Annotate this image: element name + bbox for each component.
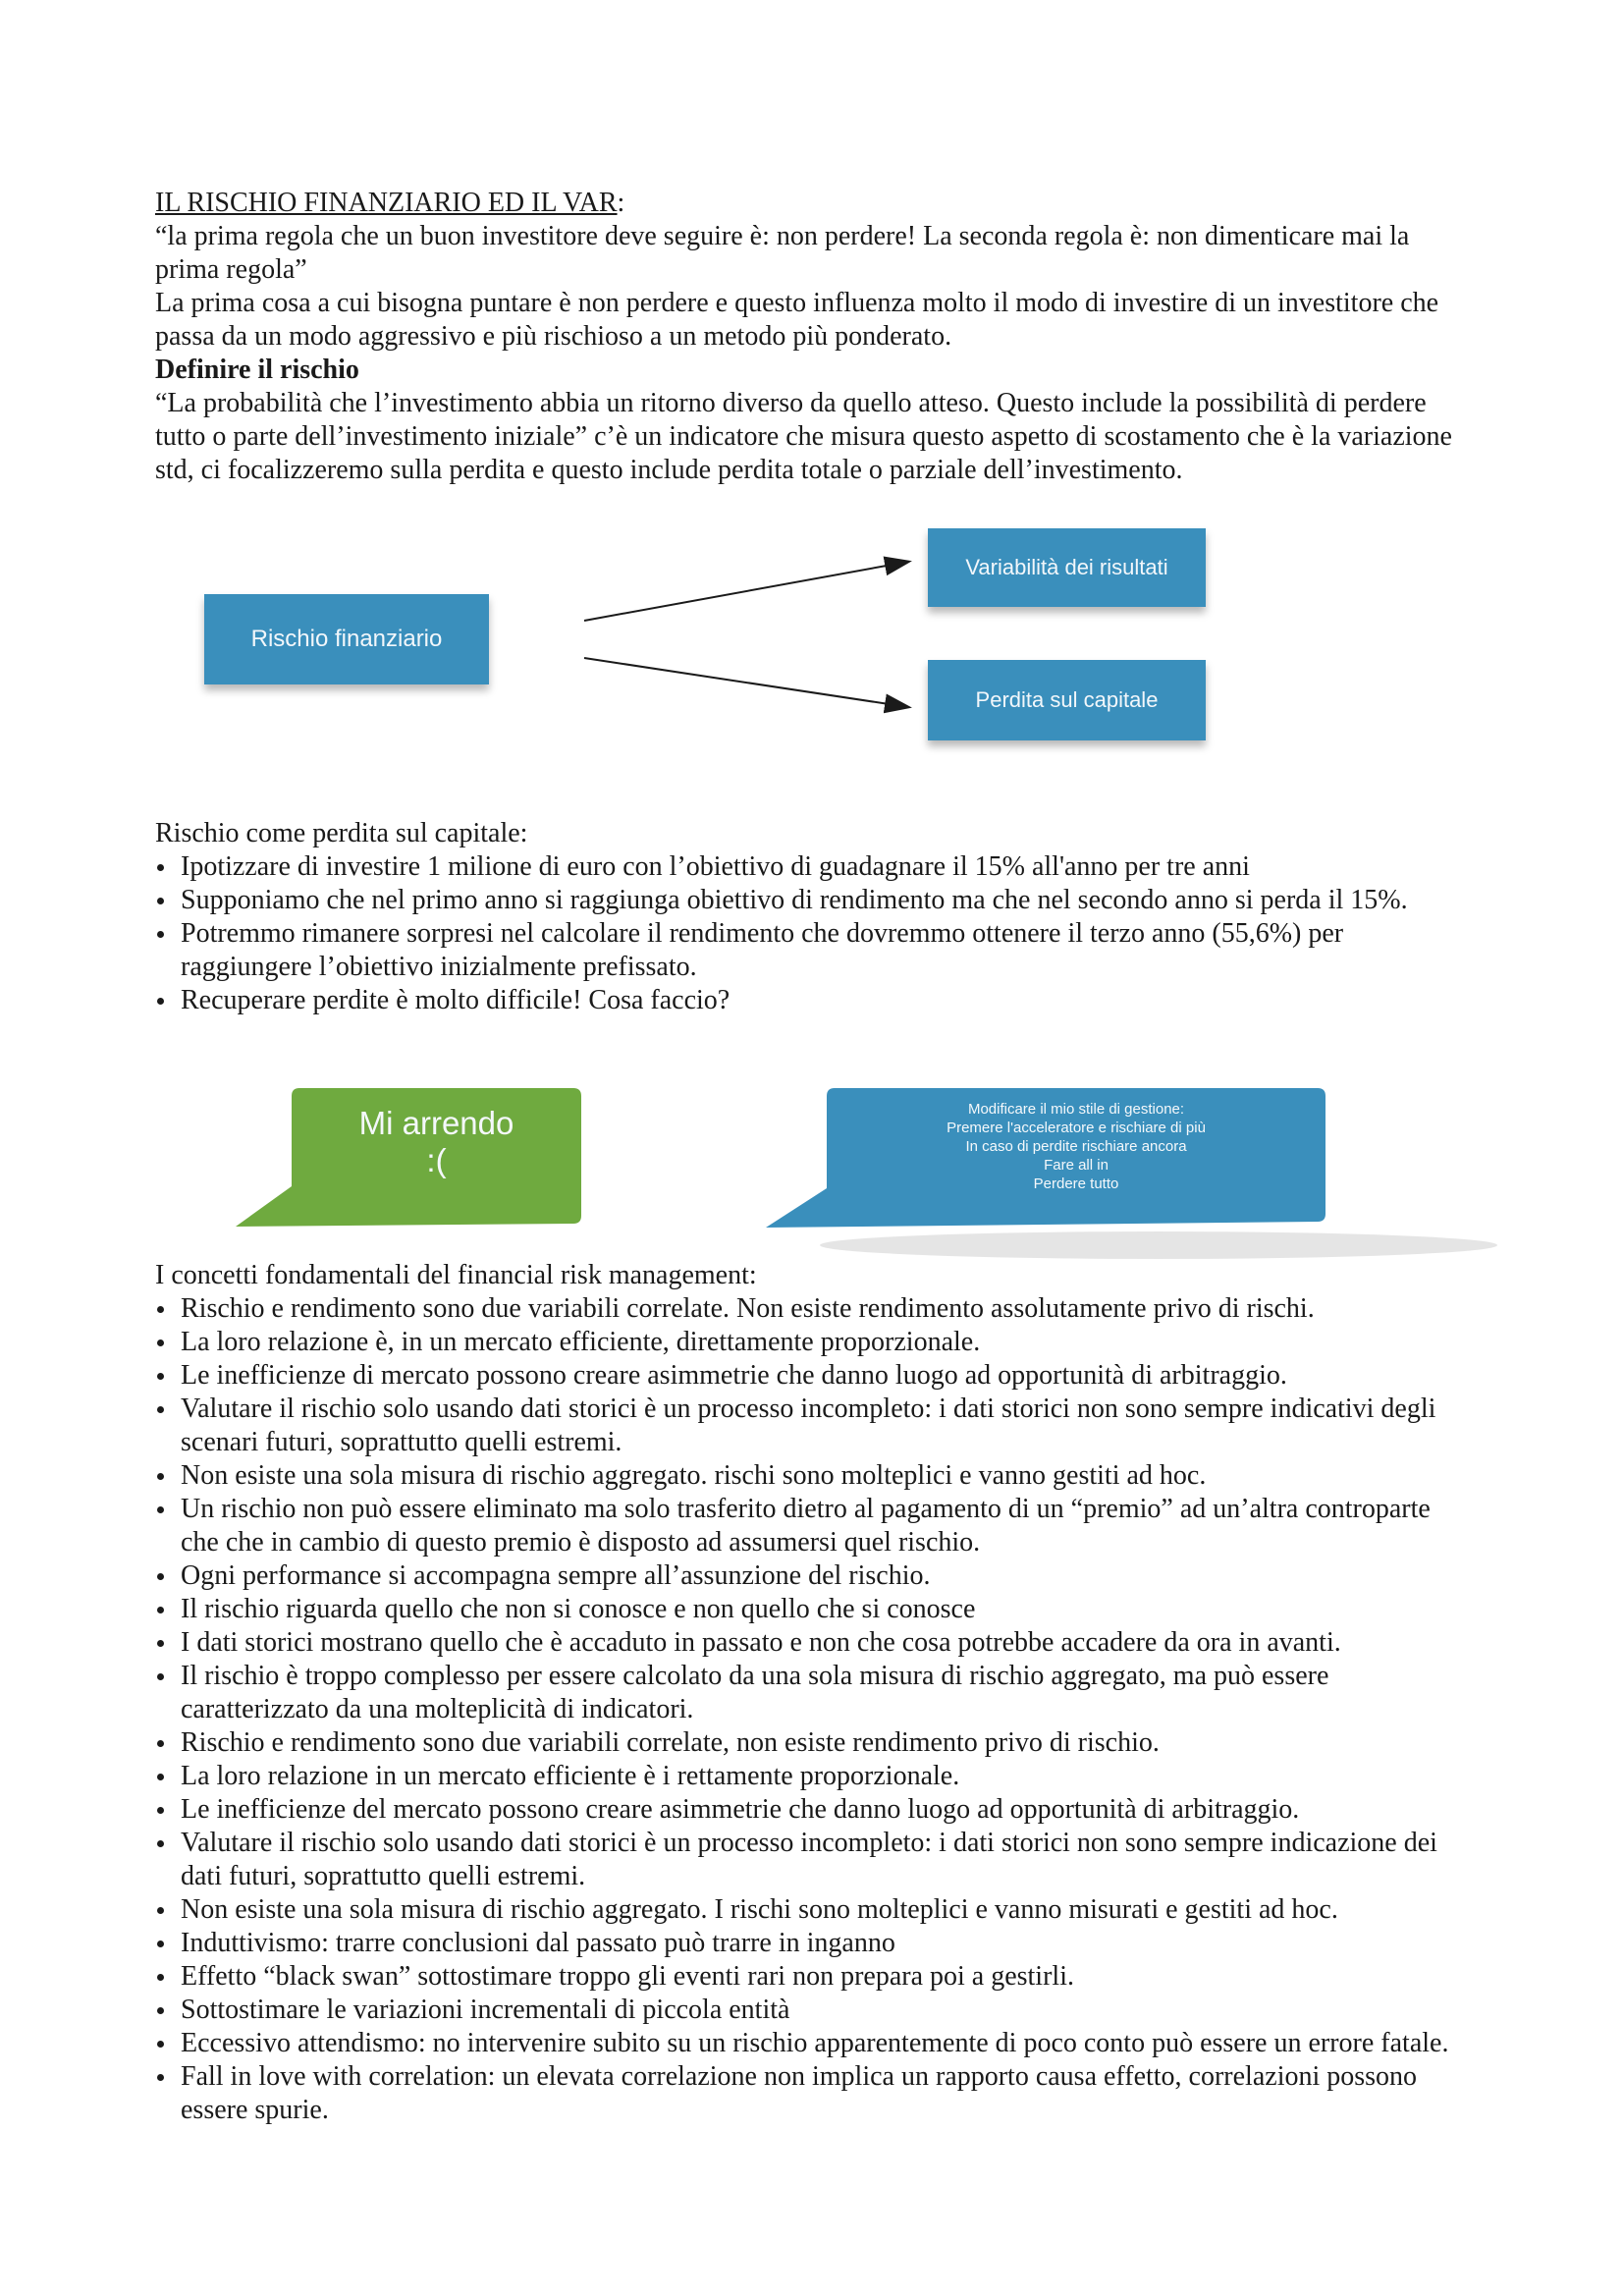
- define-body: “La probabilità che l’investimento abbia un ritorno diverso da quello atteso. Questo include la possibilità di perdere tutto o parte dell’investimento iniziale” c’è un indicatore che misura questo aspetto di scostamento che è la variazione std, ci focalizzeremo sulla perdita e questo include perdita totale o parziale dell’investimento.: [155, 388, 1452, 485]
- bubble-give-up-line: :(: [426, 1142, 447, 1178]
- list-item: Non esiste una sola misura di rischio aggregato. rischi sono molteplici e vanno gestiti ad hoc.: [155, 1459, 1471, 1493]
- define-heading: Definire il rischio: [155, 355, 359, 385]
- list-item: Potremmo rimanere sorpresi nel calcolare il rendimento che dovremmo ottenere il terzo anno (55,6%) per raggiungere l’obiettivo inizialmente prefissato.: [155, 917, 1471, 984]
- bubble-strategy-line: In caso di perdite rischiare ancora: [965, 1137, 1187, 1155]
- capital-loss-list: [155, 850, 1471, 1017]
- list-item: Valutare il rischio solo usando dati storici è un processo incompleto: i dati storici non sono sempre indicazione dei dati futuri, soprattutto quelli estremi.: [155, 1827, 1471, 1893]
- list-item: Rischio e rendimento sono due variabili correlate, non esiste rendimento privo di rischio.: [155, 1726, 1471, 1760]
- arrow-to-capital-loss: [584, 658, 908, 707]
- bubble-strategy-line: Modificare il mio stile di gestione:: [967, 1100, 1185, 1118]
- list-item: Il rischio riguarda quello che non si conosce e non quello che si conosce: [155, 1593, 1471, 1626]
- concepts-section: [155, 1259, 1471, 2127]
- list-item: Eccessivo attendismo: no intervenire subito su un rischio apparentemente di poco conto può essere un errore fatale.: [155, 2027, 1471, 2060]
- title-colon: :: [617, 188, 625, 218]
- bubble-strategy-line: Premere l'acceleratore e rischiare di più: [947, 1119, 1206, 1136]
- list-item: Le inefficienze del mercato possono creare asimmetrie che danno luogo ad opportunità di arbitraggio.: [155, 1793, 1471, 1827]
- bubble-strategy-line: Perdere tutto: [1033, 1175, 1119, 1192]
- list-item: Fall in love with correlation: un elevata correlazione non implica un rapporto causa effetto, correlazioni possono essere spurie.: [155, 2060, 1471, 2127]
- box-capital-loss: Perdita sul capitale: [928, 660, 1206, 740]
- box-variability: Variabilità dei risultati: [928, 528, 1206, 607]
- arrow-to-variability: [584, 562, 908, 621]
- bubble-give-up-line: Mi arrendo: [358, 1105, 514, 1141]
- list-item: Recuperare perdite è molto difficile! Cosa faccio?: [155, 984, 1471, 1017]
- list-item: Valutare il rischio solo usando dati storici è un processo incompleto: i dati storici non sono sempre indicativi degli scenari futuri, soprattutto quelli estremi.: [155, 1393, 1471, 1459]
- bubble-shadow: [820, 1231, 1497, 1259]
- bubble-strategy-text: [827, 1098, 1325, 1194]
- capital-loss-section: [155, 817, 1471, 1017]
- intro-paragraph: La prima cosa a cui bisogna puntare è non perdere e questo influenza molto il modo di investire di un investitore che passa da un modo aggressivo e più rischioso a un metodo più ponderato.: [155, 288, 1439, 352]
- list-item: Effetto “black swan” sottostimare troppo gli eventi rari non prepara poi a gestirli.: [155, 1960, 1471, 1994]
- list-item: Non esiste una sola misura di rischio aggregato. I rischi sono molteplici e vanno misurati e gestiti ad hoc.: [155, 1893, 1471, 1927]
- concepts-list: [155, 1292, 1471, 2127]
- intro-quote: “la prima regola che un buon investitore deve seguire è: non perdere! La seconda regola è: non dimenticare mai la prima regola”: [155, 221, 1410, 285]
- title-text: IL RISCHIO FINANZIARIO ED IL VAR: [155, 188, 618, 218]
- list-item: La loro relazione è, in un mercato efficiente, direttamente proporzionale.: [155, 1326, 1471, 1359]
- list-item: Induttivismo: trarre conclusioni dal passato può trarre in inganno: [155, 1927, 1471, 1960]
- box-financial-risk: Rischio finanziario: [204, 594, 489, 684]
- bubble-give-up-text: [292, 1098, 581, 1186]
- list-item: Ogni performance si accompagna sempre all’assunzione del rischio.: [155, 1559, 1471, 1593]
- capital-loss-heading: Rischio come perdita sul capitale:: [155, 818, 528, 848]
- list-item: Ipotizzare di investire 1 milione di euro con l’obiettivo di guadagnare il 15% all'anno per tre anni: [155, 850, 1471, 884]
- list-item: Il rischio è troppo complesso per essere calcolato da una sola misura di rischio aggregato, ma può essere caratterizzato da una molteplicità di indicatori.: [155, 1660, 1471, 1726]
- list-item: Un rischio non può essere eliminato ma solo trasferito dietro al pagamento di un “premio” ad un’altra controparte che che in cambio di questo premio è disposto ad assumersi quel rischio.: [155, 1493, 1471, 1559]
- list-item: Supponiamo che nel primo anno si raggiunga obiettivo di rendimento ma che nel secondo anno si perda il 15%.: [155, 884, 1471, 917]
- list-item: Rischio e rendimento sono due variabili correlate. Non esiste rendimento assolutamente privo di rischi.: [155, 1292, 1471, 1326]
- list-item: I dati storici mostrano quello che è accaduto in passato e non che cosa potrebbe accadere da ora in avanti.: [155, 1626, 1471, 1660]
- list-item: Le inefficienze di mercato possono creare asimmetrie che danno luogo ad opportunità di arbitraggio.: [155, 1359, 1471, 1393]
- concepts-heading: I concetti fondamentali del financial risk management:: [155, 1260, 757, 1290]
- bubble-strategy-line: Fare all in: [1044, 1156, 1109, 1174]
- list-item: Sottostimare le variazioni incrementali di piccola entità: [155, 1994, 1471, 2027]
- list-item: La loro relazione in un mercato efficiente è i rettamente proporzionale.: [155, 1760, 1471, 1793]
